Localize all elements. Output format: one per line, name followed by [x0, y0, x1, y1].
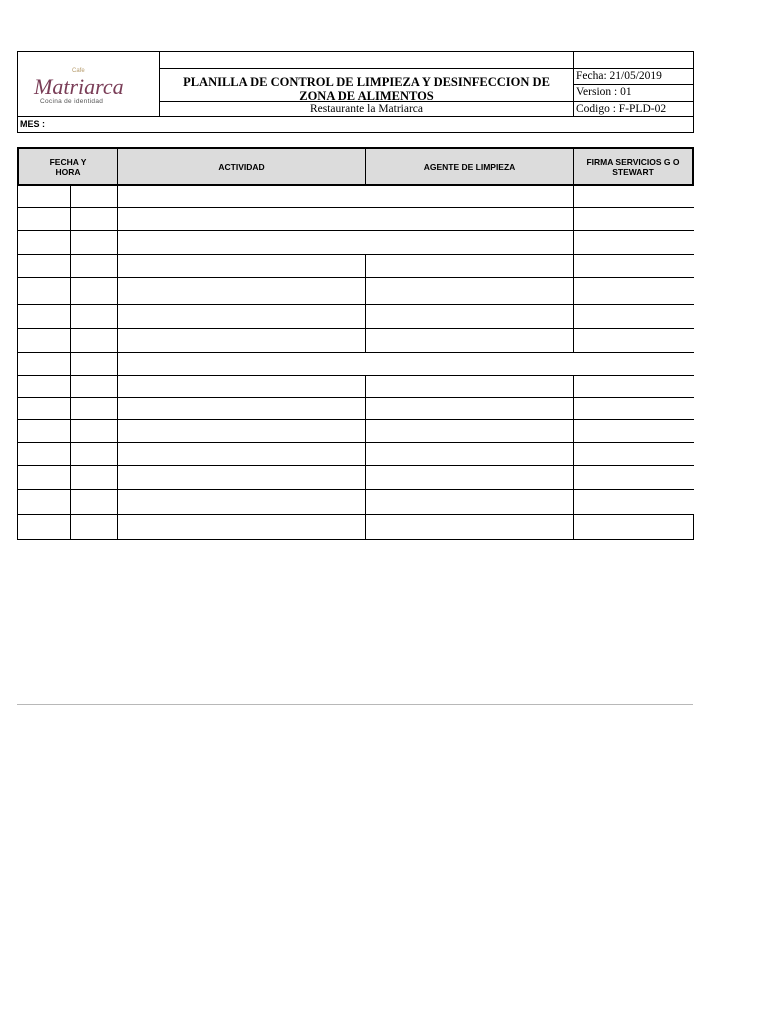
mes-field[interactable]: MES : [17, 116, 694, 133]
meta-top-strip [573, 51, 694, 69]
col-fecha-hora: FECHA Y HORA [17, 147, 118, 186]
restaurant-name: Restaurante la Matriarca [159, 101, 574, 117]
title-top-strip [159, 51, 574, 69]
logo [34, 68, 144, 112]
fecha-field: Fecha: 21/05/2019 [573, 68, 694, 85]
codigo-field: Codigo : F-PLD-02 [573, 101, 694, 117]
logo-cell [17, 51, 160, 117]
page-divider [17, 704, 693, 705]
col-agente-limpieza: AGENTE DE LIMPIEZA [365, 147, 574, 186]
form-header [17, 51, 694, 133]
col-actividad: ACTIVIDAD [117, 147, 366, 186]
col-firma: FIRMA SERVICIOS G O STEWART [573, 147, 694, 186]
logo-tagline: Cocina de identidad [40, 98, 104, 105]
logo-small-text: Cafe [72, 68, 85, 74]
form-title: PLANILLA DE CONTROL DE LIMPIEZA Y DESINFECCION DE ZONA DE ALIMENTOS [159, 68, 574, 102]
logo-name: Matriarca [34, 74, 124, 99]
version-field: Version : 01 [573, 84, 694, 102]
